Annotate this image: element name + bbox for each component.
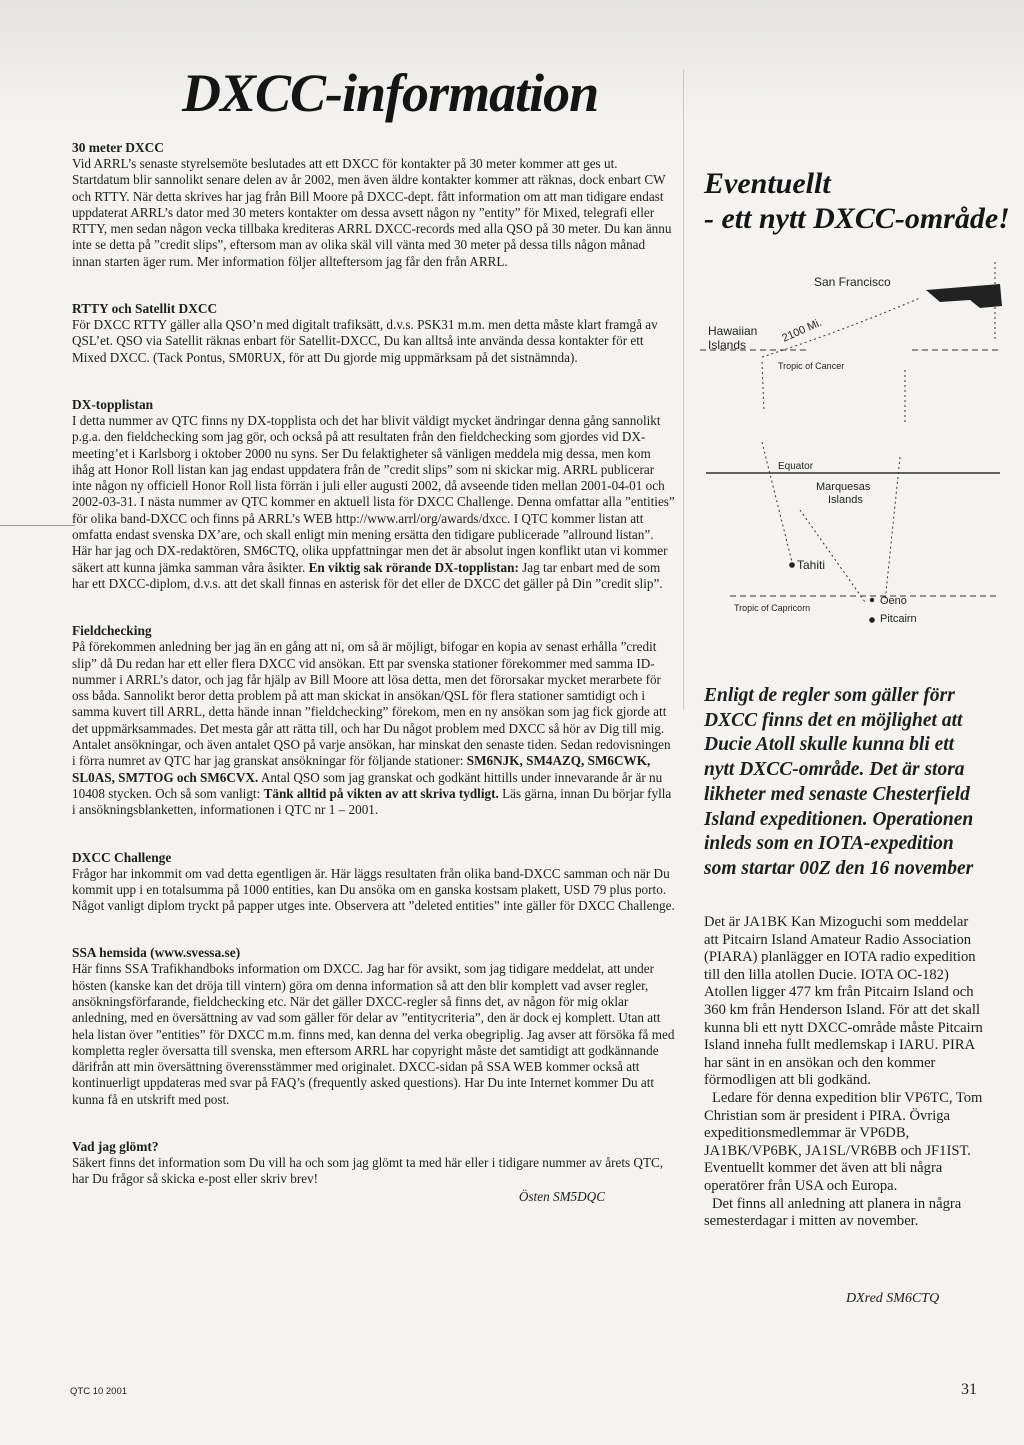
section-heading: DXCC Challenge <box>72 849 172 865</box>
section-rtty <box>72 300 675 366</box>
section-heading: SSA hemsida (www.svessa.se) <box>72 945 241 961</box>
label-marquesas: Marquesas <box>816 481 871 493</box>
label-pitcairn: Pitcairn <box>880 613 917 625</box>
sidebar-lead: Enligt de regler som gäller förr DXCC finns det en möjlighet att Ducie Atoll skulle kunna bli ett nytt DXCC-område. Det är stora likheter med senaste Chesterfield Island expeditionen. Operationen inleds som en IOTA-expedition som startar 00Z den 16 november <box>704 685 974 879</box>
section-challenge <box>72 849 675 915</box>
main-column <box>72 139 675 1235</box>
sidebar-paragraph: Det finns all anledning att planera in några semesterdagar i mitten av november. <box>704 1195 962 1230</box>
section-heading: RTTY och Satellit DXCC <box>72 301 218 317</box>
label-tropic-capricorn: Tropic of Capricorn <box>734 603 811 613</box>
section-text: På förekommen anledning ber jag än en gång att ni, om så är möjligt, bifogar en kopia av senast erhålla ”credit slip” då Du redan har ett eller flera DXCC vid ansökan. Ett par svenska stationer förekommer med samma ID-nummer i ARRL’s dator, och jag får hjälp av Bill Moore att lösa detta, men det förorsakar mycket merarbete för oss båda. Sannolikt beror detta problem på att man skickat in ansökan/QSL för flera stationer samtidigt och i samma kuvert till ARRL, detta hände innan ”fieldchecking” förekom, men en ny ansökan som jag fick gjorde att det uppmärksammades. Det mesta går att rätta till, och har Du något problem med DXCC så hör av Dig till mig. Antalet ansökningar, och även antalet QSO på varje ansökan, har minskat den senaste tiden. Sedan redovisningen i förra numret av QTC har jag granskat ansökningar för följande stationer: SM6NJK, SM4AZQ, SM6CWK, SL0AS, SM7TOG och SM6CVX. Antal QSO som jag granskat och godkänt hittills under innevarande år är nu 10408 stycken. Och så som vanligt: Tänk alltid på vikten av att skriva tydligt. Läs gärna, innan Du börjar fylla i ansökningsblanketten, informationen i QTC nr 1 – 2001. <box>72 639 672 818</box>
margin-mark <box>0 525 75 526</box>
section-text: Säkert finns det information som Du vill ha och som jag glömt ta med här eller i tidigare nummer av årets QTC, har Du frågor så skicka e-post eller skriv brev! <box>72 1155 664 1187</box>
label-oeno: Oeno <box>880 595 907 607</box>
section-text: Här finns SSA Trafikhandboks information om DXCC. Jag har för avsikt, som jag tidigare meddelat, att under hösten (kanske kan det dröja till vintern) göra om denna information så att den blir komplett vad avser regler, ansökningsförfarande, fieldchecking etc. När det gäller DXCC-regler så finns det, av någon för mig oklar anledning, med en översättning av vad som gäller för delar av ”entitycriteria”, den är dock ej komplett. Utan att hela listan över ”entities” för DXCC m.m. finns med, kan denna del verka obegriplig. Jag avser att försöka få med kompletta regler översatta till svenska, men eftersom ARRL har copyright måste det samtidigt att godkännande därifrån att min översättning överensstämmer med originalet. DXCC-sidan på SSA WEB kommer också att kontinuerligt uppdateras med svar på FAQ’s (frequently asked questions). Har Du inte Internet kommer Du att kunna få en utskrift med post. <box>72 961 675 1107</box>
section-text: I detta nummer av QTC finns ny DX-topplista och det har blivit väldigt mycket ändringar denna gång sannolikt p.g.a. den fieldchecking som jag gör, och också på att resultaten från den fieldchecking som gjordes vid DX-meeting’et i Karlsborg i oktober 2000 nu syns. Ser Du felaktigheter så vänligen meddela mig dessa, men kom ihåg att Honor Roll listan kan jag endast uppdatera från de ”credit slips” som ni skickar mig. ARRL publicerar inte någon ny officiell Honor Roll lista förrän i juli eller augusti 2002, då avseende tiden mellan 2001-04-01 och 2002-03-31. I nästa nummer av QTC kommer en aktuell lista för DXCC Challenge. Denna omfattar alla ”entities” för olika band-DXCC och finns på ARRL’s WEB http://www.arrl/org/awards/dxcc. I QTC kommer listan att omfatta endast svenska DX’are, och skall enligt min mening ersätta den tidigare publicerade ”allround listan”. Här har jag och DX-redaktören, SM6CTQ, olika uppfattningar men det är absolut ingen konflikt utan vi kommer säkert att kunna jämka samman våra åsikter. En viktig sak rörande DX-topplistan: Jag tar enbart med de som har ett DXCC-diplom, d.v.s. att det skall finnas en asterisk för det eller de DXCC det gäller på Din ”credit slip”. <box>72 412 675 591</box>
page-title: DXCC-information <box>182 63 599 123</box>
page-number: 31 <box>961 1381 977 1398</box>
section-topplistan <box>72 396 675 592</box>
label-hawaiian: Hawaiian <box>708 324 758 338</box>
oeno-dot <box>870 598 874 602</box>
section-30m <box>72 139 675 270</box>
author-signature: Östen SM5DQC <box>518 1188 605 1204</box>
label-tropic-cancer: Tropic of Cancer <box>778 361 845 371</box>
section-glomt <box>72 1138 675 1205</box>
tahiti-dot <box>789 562 795 568</box>
footer-issue: QTC 10 2001 <box>70 1386 128 1397</box>
label-islands: Islands <box>708 338 747 352</box>
label-equator: Equator <box>778 461 814 472</box>
section-fieldchecking <box>72 622 675 818</box>
section-text: Vid ARRL’s senaste styrelsemöte beslutades att ett DXCC för kontakter på 30 meter kommer att ges ut. Startdatum blir sannolikt senare delen av år 2002, men även äldre kontakter kommer att räknas, dock enbart CW och RTTY. När detta skrives har jag från Bill Moore på DXCC-dept. fått information om att man tidigare endast uppdaterat ARRL’s dator med 30 meters kontakter om dessa avsett någon ny ”entity” för Mixed, telegrafi eller RTTY, men sedan någon vecka tillbaka krediteras ARRL DXCC-records med alla QSO på 30 meter. Du kan ännu inte se detta på ”credit slips”, eftersom man av olika skäl vill vänta med 30 meter på dessa tills någon månad innan starten äger rum. Mer information följer allteftersom jag får den från ARRL. <box>72 156 672 269</box>
sidebar-paragraph: Ledare för denna expedition blir VP6TC, Tom Christian som är president i PIRA. Övriga expeditionsmedlemmar är VP6DB, JA1BK/VP6BK, JA1SL/VR6BB och JF1IST. Eventuellt kommer det även att bli några operatörer från USA och Europa. <box>704 1089 983 1194</box>
section-text: Frågor har inkommit om vad detta egentligen är. Här läggs resultaten från olika band-DXCC samman och när Du kommit upp i en totalsumma på 1000 entities, kan Du ansöka om en ganska kostsam plakett, USD 79 plus porto. Något vanligt diplom tryckt på papper utges inte. Observera att ”deleted entities” inte gäller för DXCC Challenge. <box>72 865 675 914</box>
sidebar-body <box>704 914 986 1231</box>
sidebar-paragraph: Det är JA1BK Kan Mizoguchi som meddelar att Pitcairn Island Amateur Radio Association (PIARA) planlägger en IOTA radio expedition till den lilla atollen Ducie. IOTA OC-182) Atollen ligger 477 km från Pitcairn Island och 360 km från Henderson Island. För att det skall kunna bli ett nytt DXCC-område måste Pitcairn Island inneha fullt medlemskap i IARU. PIRA har sänt in en ansökan och den kommer förmodligen att bli godkänd. <box>704 914 983 1089</box>
label-distance: 2100 Mi. <box>780 316 824 345</box>
label-marquesas-islands: Islands <box>828 494 863 506</box>
column-rule <box>683 70 684 710</box>
section-heading: Vad jag glömt? <box>72 1139 159 1155</box>
label-san-francisco: San Francisco <box>814 275 891 289</box>
label-tahiti: Tahiti <box>797 558 826 572</box>
section-heading: 30 meter DXCC <box>72 140 164 155</box>
pitcairn-dot <box>869 617 875 623</box>
section-heading: DX-topplistan <box>72 396 154 412</box>
coastline-shape <box>926 284 1002 308</box>
sidebar-title: Eventuellt - ett nytt DXCC-område! <box>704 167 1010 235</box>
section-hemsida <box>72 944 675 1108</box>
pacific-map <box>700 262 1006 642</box>
section-text: För DXCC RTTY gäller alla QSO’n med digitalt trafiksätt, d.v.s. PSK31 m.m. men detta måste klart framgå av QSL’et. QSO via Satellit räknas enbart för Satellit-DXCC, Du kan alltså inte använda dessa kontakter för ett Mixed DXCC. (Tack Pontus, SM0RUX, för att Du gjorde mig uppmärksam på det sistnämnda). <box>72 317 658 365</box>
sidebar-signature: DXred SM6CTQ <box>846 1291 940 1306</box>
section-heading: Fieldchecking <box>72 623 152 639</box>
